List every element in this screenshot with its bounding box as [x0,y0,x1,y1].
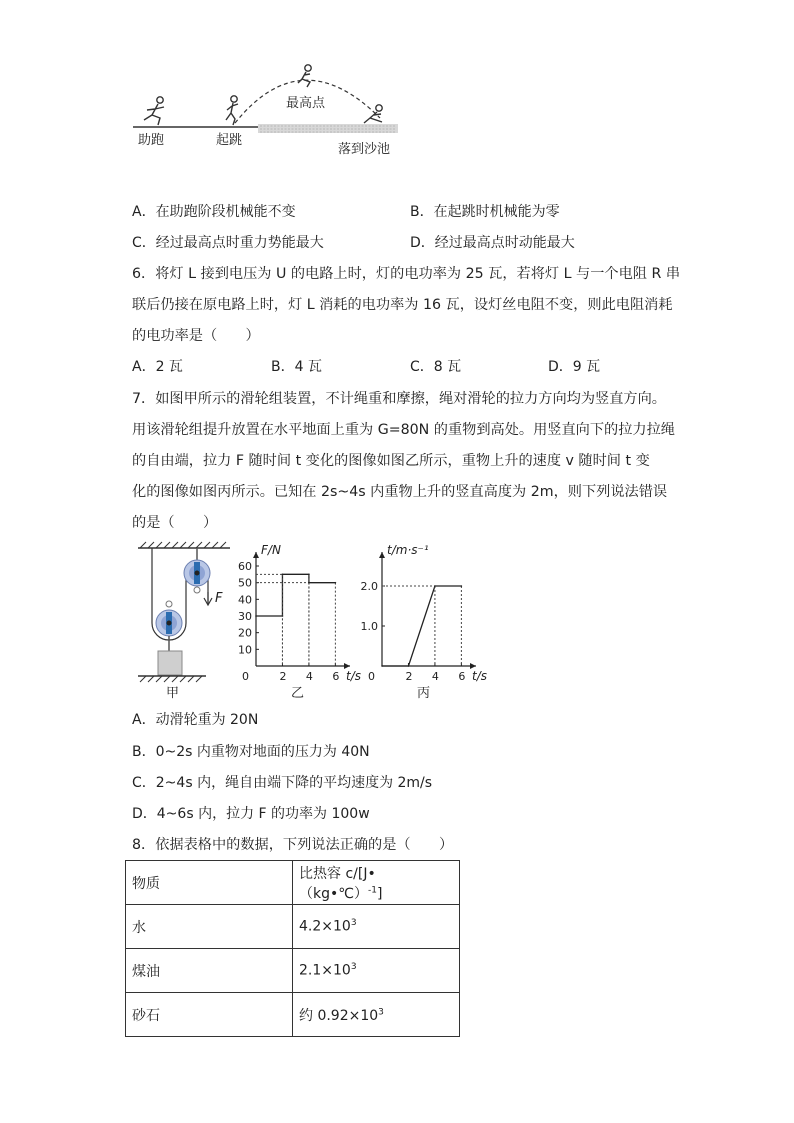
data-point [308,582,310,584]
data-point [282,615,284,617]
q7-option-a: A．动滑轮重为 20N [132,712,259,728]
label-jump: 起跳 [216,133,243,148]
q6-option-d: D．9 瓦 [548,359,601,375]
label-run: 助跑 [138,133,165,148]
q7-line-4: 化的图像如图丙所示。已知在 2s~4s 内重物上升的竖直高度为 2m，则下列说法错误 [132,484,668,500]
moving-pulley-icon [156,610,182,636]
specific-heat-table [125,860,460,1037]
data-point [308,574,310,576]
y-tick-label: 10 [238,643,252,657]
jumper-top-icon [298,65,311,87]
q7-line-3: 的自由端，拉力 F 随时间 t 变化的图像如图乙所示，重物上升的速度 v 随时间 t 变 [132,453,650,469]
q8-line: 8．依据表格中的数据，下列说法正确的是（ ） [132,837,454,853]
q5-option-b: B．在起跳时机械能为零 [410,204,560,220]
y-tick-label: 60 [238,560,252,573]
cell-value: $2.1\times 10^3$ [293,949,460,993]
label-land: 落到沙池 [338,142,391,157]
y-tick-label: 30 [238,610,252,623]
cell-substance: 水 [126,905,293,949]
header-substance: 物质 [126,861,293,905]
q7-line-5: 的是（ ） [132,515,218,531]
fig-label-jia: 甲 [166,686,180,701]
weight-block [158,651,182,675]
velocity-time-chart [360,540,495,705]
q6-line-2: 联后仍接在原电路上时，灯 L 消耗的电功率为 16 瓦，设灯丝电阻不变，则此电阻消耗 [132,297,673,313]
x-tick-label: 6 [332,670,340,683]
table-row [126,949,460,993]
q5-option-c: C．经过最高点时重力势能最大 [132,235,324,251]
fig-label-yi: 乙 [291,686,305,701]
series-line [382,586,461,666]
force-time-chart [240,540,370,705]
q7-line-2: 用该滑轮组提升放置在水平地面上重为 G=80N 的重物到高处。用竖直向下的拉力拉绳 [132,422,675,438]
x-axis-label: t/s [346,669,361,683]
q6-line-3: 的电功率是（ ） [132,328,260,344]
q7-option-d: D．4~6s 内，拉力 F 的功率为 100w [132,806,370,822]
data-point [461,585,463,587]
cell-value: $4.2\times 10^3$ [293,905,460,949]
q5-option-a: A．在助跑阶段机械能不变 [132,204,296,220]
y-tick-label: 20 [238,626,252,640]
data-point [282,574,284,576]
x-tick-label: 2 [279,670,287,683]
q7-option-b: B．0~2s 内重物对地面的压力为 40N [132,744,370,760]
data-point [335,582,337,584]
y-tick-label: 50 [238,576,252,590]
q6-option-b: B．4 瓦 [271,359,322,375]
q5-option-d: D．经过最高点时动能最大 [410,235,575,251]
q6-option-a: A．2 瓦 [132,359,183,375]
cell-substance: 煤油 [126,949,293,993]
fixed-pulley-icon [184,560,210,586]
cell-value: 约 $0.92\times 10^3$ [293,993,460,1037]
cell-substance: 砂石 [126,993,293,1037]
long-jump-figure [130,60,410,160]
pulley-diagram [130,540,240,705]
x-tick-label: 0 [368,670,375,683]
x-tick-label: 6 [458,670,466,683]
series-line [256,574,335,616]
x-tick-label: 4 [305,670,313,683]
force-label: F [215,591,223,606]
y-axis-label: F/N [261,543,281,557]
jumper-landing-icon [364,105,382,123]
sand-pit [258,124,398,133]
data-point [381,665,383,667]
q7-line-1: 7．如图甲所示的滑轮组装置，不计绳重和摩擦，绳对滑轮的拉力方向均为竖直方向。 [132,391,666,407]
y-axis-label: t/m·s⁻¹ [387,543,429,557]
data-point [408,665,410,667]
y-tick-label: 1.0 [360,620,378,633]
table-row [126,905,460,949]
q6-option-c: C．8 瓦 [410,359,462,375]
data-point [434,585,436,587]
y-axis-arrow [379,552,385,558]
fig-label-bing: 丙 [417,686,431,701]
data-point [255,615,257,617]
x-tick-label: 2 [405,670,413,683]
x-tick-label: 0 [242,670,249,683]
x-tick-label: 4 [431,670,439,683]
header-specific-heat: 比热容 c/[J•（kg•℃）$^{-1}$] [293,861,460,905]
y-tick-label: 40 [238,593,252,607]
y-tick-label: 2.0 [360,580,378,593]
runner-icon [144,97,164,125]
y-axis-arrow [253,552,259,558]
label-top: 最高点 [286,96,326,111]
table-header-row [126,861,460,905]
x-axis-label: t/s [472,669,487,683]
table-row [126,993,460,1037]
q6-line-1: 6．将灯 L 接到电压为 U 的电路上时，灯的电功率为 25 瓦，若将灯 L 与一个电阻 R 串 [132,266,681,282]
q7-option-c: C．2~4s 内，绳自由端下降的平均速度为 2m/s [132,775,433,791]
